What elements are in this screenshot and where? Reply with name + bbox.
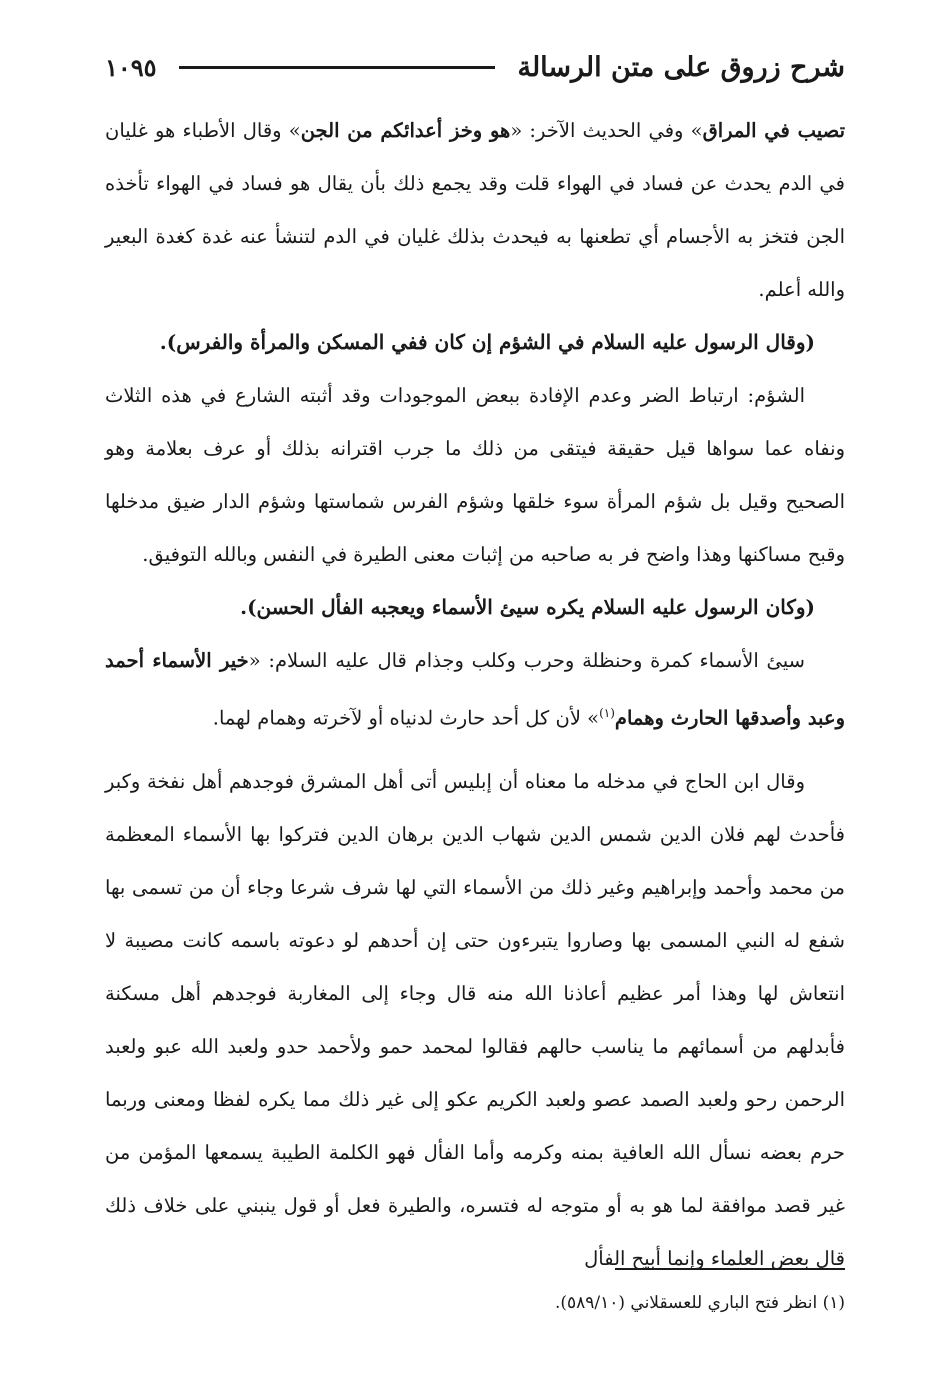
bold-phrase: خير الأسماء أحمد وعبد وأصدقها الحارث وهمام — [105, 649, 845, 730]
paragraph: وقال ابن الحاج في مدخله ما معناه أن إبليس أتى أهل المشرق فوجدهم أهل نفخة وكبر فأحدث لهم فلان الدين شمس الدين شهاب الدين برهان الدين فتركوا بها الأسماء المعظمة من محمد وأحمد وإبراهيم وغير ذلك من الأسماء التي لها شرف شرعا وجاء أن من تسمى بها شفع له النبي المسمى بها وصاروا يتبرءون حتى إن أحدهم لو دعوته باسمه كانت مصيبة لا انتعاش لها وهذا أمر عظيم أعاذنا الله منه قال وجاء إلى المغاربة فوجدهم أهل مسكنة فأبدلهم من أسمائهم ما يناسب حالهم فقالوا لمحمد حمو ولأحمد حدو ولعبد الله عبو ولعبد الرحمن رحو ولعبد الصمد عصو ولعبد الكريم عكو إلى غير ذلك مما يكره لفظا ومعنى وربما حرم بعضه نسأل الله العافية بمنه وكرمه وأما الفأل فهو الكلمة الطيبة يسمعها المؤمن من غير قصد موافقة لما هو به أو متوجه له فتسره، والطيرة فعل أو قول ينبني على خلاف ذلك قال بعض العلماء وإنما أبيح الفأل — [105, 769, 845, 1270]
section-heading: (وقال الرسول عليه السلام في الشؤم إن كان ففي المسكن والمرأة والفرس). — [159, 330, 815, 354]
header-rule — [179, 66, 496, 69]
footnote-marker[interactable]: (١) — [599, 706, 615, 720]
paragraph — [105, 104, 845, 316]
section-heading: (وكان الرسول عليه السلام يكره سيئ الأسماء ويعجبه الفأل الحسن). — [240, 595, 815, 619]
paragraph: الشؤم: ارتباط الضر وعدم الإفادة ببعض الموجودات وقد أثبته الشارع في هذه الثلاث ونفاه عما سواها قيل حقيقة فيتقى من ذلك ما جرب اقترانه بذلك أو عرف بعلامة وهو الصحيح وقيل بل شؤم المرأة سوء خلقها وشؤم الفرس شماستها وشؤم الدار ضيق مدخلها وقبح مساكنها وهذا واضح فر به صاحبه من إثبات معنى الطيرة في النفس وبالله التوفيق. — [105, 384, 845, 566]
page-body — [105, 104, 845, 1285]
text-run: سيئ الأسماء كمرة وحنظلة وحرب وكلب وجذام قال عليه السلام: « — [248, 649, 805, 672]
paragraph — [105, 634, 845, 745]
running-title: شرح زروق على متن الرسالة — [517, 51, 845, 83]
bold-phrase: تصيب في المراق — [702, 119, 845, 142]
text-run: » وفي الحديث الآخر: « — [510, 119, 703, 142]
page-header — [105, 42, 845, 92]
spacer — [105, 745, 845, 755]
page-number: ١٠٩٥ — [105, 52, 157, 82]
footnote: (١) انظر فتح الباري للعسقلاني (٥٨٩/١٠). — [554, 1293, 845, 1313]
footnote-rule — [615, 1268, 845, 1270]
text-run: » لأن كل أحد حارث لدنياه أو لآخرته وهمام لهما. — [212, 706, 600, 730]
bold-phrase: هو وخز أعدائكم من الجن — [300, 119, 511, 142]
text-run: » وقال الأطباء هو غليان في الدم يحدث عن فساد في الهواء قلت وقد يجمع ذلك بأن يقال هو فساد في الهواء تأخذه الجن فتخز به الأجسام أي تطعنها به فيحدث بذلك غليان في الدم لتنشأ عنه غدة كغدة البعير والله أعلم. — [105, 119, 846, 301]
